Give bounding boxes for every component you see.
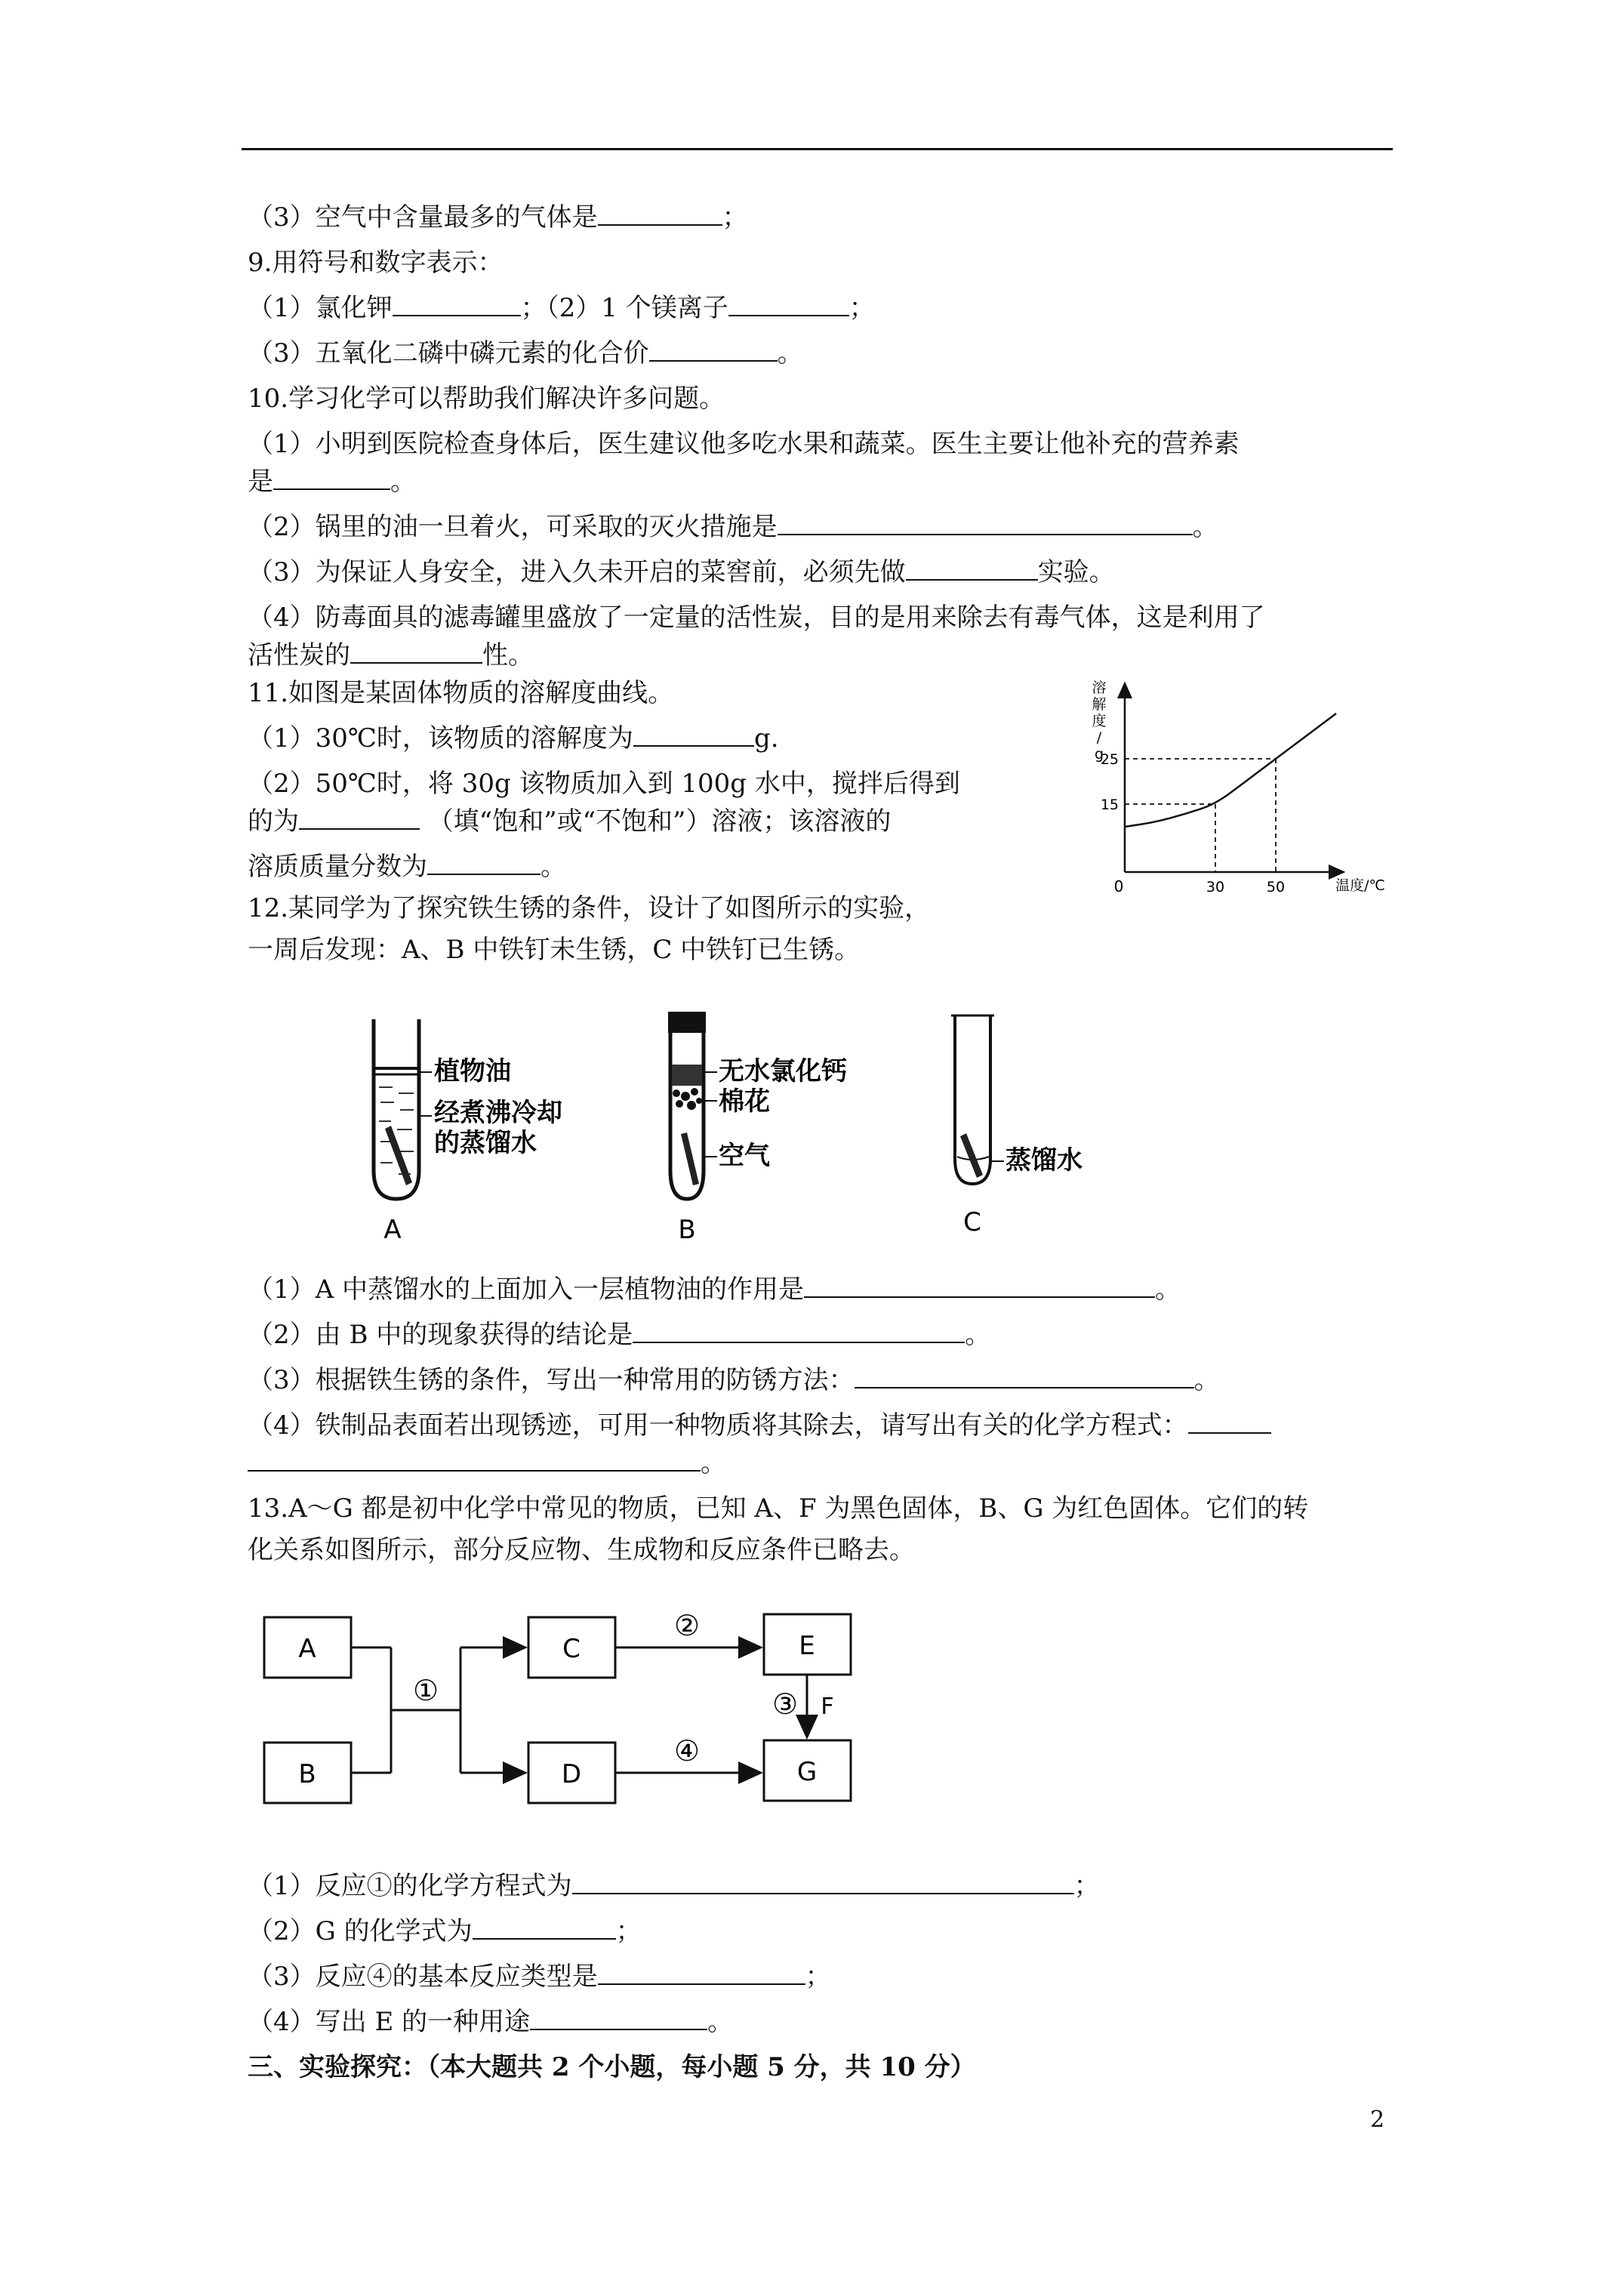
q12-title: 12.某同学为了探究铁生锈的条件，设计了如图所示的实验， (248, 893, 931, 923)
y-label-char-1: 解 (1092, 696, 1107, 713)
answer-blank[interactable] (728, 294, 849, 316)
y-axis-label (1092, 680, 1106, 763)
label-g: G (796, 1757, 818, 1787)
header-rule (242, 148, 1393, 150)
label-distilled-water: 蒸馏水 (1006, 1145, 1083, 1176)
answer-blank[interactable] (649, 339, 778, 362)
answer-blank[interactable] (778, 513, 1193, 535)
answer-blank[interactable] (299, 807, 420, 830)
answer-blank[interactable] (1188, 1411, 1271, 1434)
answer-blank[interactable] (598, 1962, 805, 1985)
label-d: D (561, 1759, 582, 1789)
transformation-diagram (257, 1601, 876, 1827)
label-c: C (562, 1634, 581, 1664)
label-air: 空气 (719, 1141, 770, 1171)
x-tick-label-1: 50 (1266, 879, 1286, 895)
label-b: B (298, 1759, 316, 1789)
q8-part3: （3）空气中含量最多的气体是 ； (248, 202, 748, 233)
q12-part4-line1: （4）铁制品表面若出现锈迹，可用一种物质将其除去，请写出有关的化学方程式： (248, 1410, 1271, 1441)
q10-title: 10.学习化学可以帮助我们解决许多问题。 (248, 384, 725, 414)
label-cotton: 棉花 (719, 1086, 770, 1117)
tube-label-a: A (383, 1215, 402, 1245)
q13-title: 13.A～G 都是初中化学中常见的物质，已知 A、F 为黑色固体，B、G 为红色固体。它们的转 (248, 1493, 1309, 1524)
label-vegetable-oil: 植物油 (434, 1056, 511, 1086)
answer-blank[interactable] (393, 294, 521, 316)
q10-part4-line2: 活性炭的 性。 (248, 640, 534, 670)
test-tube-c (951, 1015, 1004, 1184)
tube-label-b: B (678, 1215, 696, 1245)
reaction-3-label: ③ (771, 1687, 799, 1721)
y-label-char-4: g (1094, 746, 1104, 763)
answer-blank[interactable] (273, 467, 390, 490)
reaction-1-label: ① (412, 1674, 439, 1707)
y-tick-label-0: 15 (1100, 797, 1119, 813)
q9-line1: （1）氯化钾 ；（2）1 个镁离子 ； (248, 293, 875, 323)
page-number: 2 (1370, 2106, 1385, 2133)
tube-label-c: C (963, 1207, 981, 1237)
rust-experiment-figure (347, 997, 1178, 1246)
label-boiled-water-2: 的蒸馏水 (434, 1128, 537, 1158)
answer-blank[interactable] (804, 1275, 1155, 1298)
q11-part2-line1: （2）50℃时，将 30g 该物质加入到 100g 水中，搅拌后得到 (248, 769, 960, 799)
y-tick-label-1: 25 (1100, 751, 1119, 768)
test-tube-b (668, 1012, 717, 1199)
answer-blank[interactable] (633, 1321, 965, 1343)
reagent-f-label: F (821, 1693, 834, 1720)
q10-part4-line1: （4）防毒面具的滤毒罐里盛放了一定量的活性炭，目的是用来除去有毒气体，这是利用了 (248, 603, 1265, 633)
solubility-curve (1125, 713, 1336, 827)
y-label-char-2: 度 (1092, 713, 1107, 729)
q13-line2: 化关系如图所示，部分反应物、生成物和反应条件已略去。 (248, 1535, 915, 1565)
q12-part2: （2）由 B 中的现象获得的结论是 。 (248, 1320, 991, 1350)
y-label-char-3: / (1096, 729, 1102, 746)
answer-blank[interactable] (598, 203, 722, 226)
x-axis-label: 温度/℃ (1335, 877, 1385, 894)
q10-part1-line1: （1）小明到医院检查身体后，医生建议他多吃水果和蔬菜。医生主要让他补充的营养素 (248, 429, 1240, 459)
answer-blank[interactable] (572, 1872, 1074, 1894)
q11-part1: （1）30℃时，该物质的溶解度为 g. (248, 723, 779, 754)
q11-part2-line2: 的为 （填“饱和”或“不饱和”）溶液；该溶液的 (248, 806, 892, 837)
answer-blank[interactable] (473, 1917, 616, 1940)
test-tube-a (374, 1019, 432, 1199)
solubility-chart (1079, 676, 1397, 902)
reaction-2-label: ② (673, 1609, 701, 1642)
answer-blank[interactable] (530, 2008, 707, 2030)
q11-part2-line3: 溶质质量分数为 。 (248, 852, 566, 882)
label-a: A (298, 1634, 316, 1664)
label-e: E (799, 1631, 815, 1661)
origin-label: 0 (1113, 877, 1124, 895)
q11-title: 11.如图是某固体物质的溶解度曲线。 (248, 678, 674, 708)
q10-part1-line2: 是 。 (248, 467, 416, 497)
q13-part4: （4）写出 E 的一种用途 。 (248, 2007, 734, 2037)
x-tick-label-0: 30 (1206, 879, 1225, 895)
q12-part4-line2: 。 (248, 1448, 726, 1478)
q12-line2: 一周后发现：A、B 中铁钉未生锈，C 中铁钉已生锈。 (248, 935, 861, 965)
q13-part1: （1）反应①的化学方程式为 ； (248, 1871, 1100, 1901)
answer-blank[interactable] (906, 558, 1038, 581)
answer-blank[interactable] (855, 1366, 1194, 1388)
reaction-4-label: ④ (673, 1734, 701, 1767)
q12-part1: （1）A 中蒸馏水的上面加入一层植物油的作用是 。 (248, 1274, 1181, 1305)
answer-blank[interactable] (427, 852, 540, 875)
q13-part2: （2）G 的化学式为 ； (248, 1916, 642, 1946)
answer-blank[interactable] (350, 641, 482, 664)
q9-line2: （3）五氧化二磷中磷元素的化合价 。 (248, 338, 803, 368)
q9-title: 9.用符号和数字表示： (248, 248, 504, 278)
label-boiled-water-1: 经煮沸冷却 (434, 1098, 562, 1128)
label-anhydrous-cacl2: 无水氯化钙 (719, 1056, 847, 1086)
q12-part3: （3）根据铁生锈的条件，写出一种常用的防锈方法： 。 (248, 1365, 1220, 1395)
answer-blank[interactable] (633, 724, 754, 747)
q10-part2: （2）锅里的油一旦着火，可采取的灭火措施是 。 (248, 512, 1218, 542)
y-label-char-0: 溶 (1092, 680, 1107, 696)
answer-blank[interactable] (248, 1449, 701, 1472)
section-3-heading: 三、实验探究：（本大题共 2 个小题，每小题 5 分，共 10 分） (248, 2052, 976, 2082)
q10-part3: （3）为保证人身安全，进入久未开启的菜窖前，必须先做 实验。 (248, 557, 1115, 587)
q13-part3: （3）反应④的基本反应类型是 ； (248, 1962, 831, 1992)
